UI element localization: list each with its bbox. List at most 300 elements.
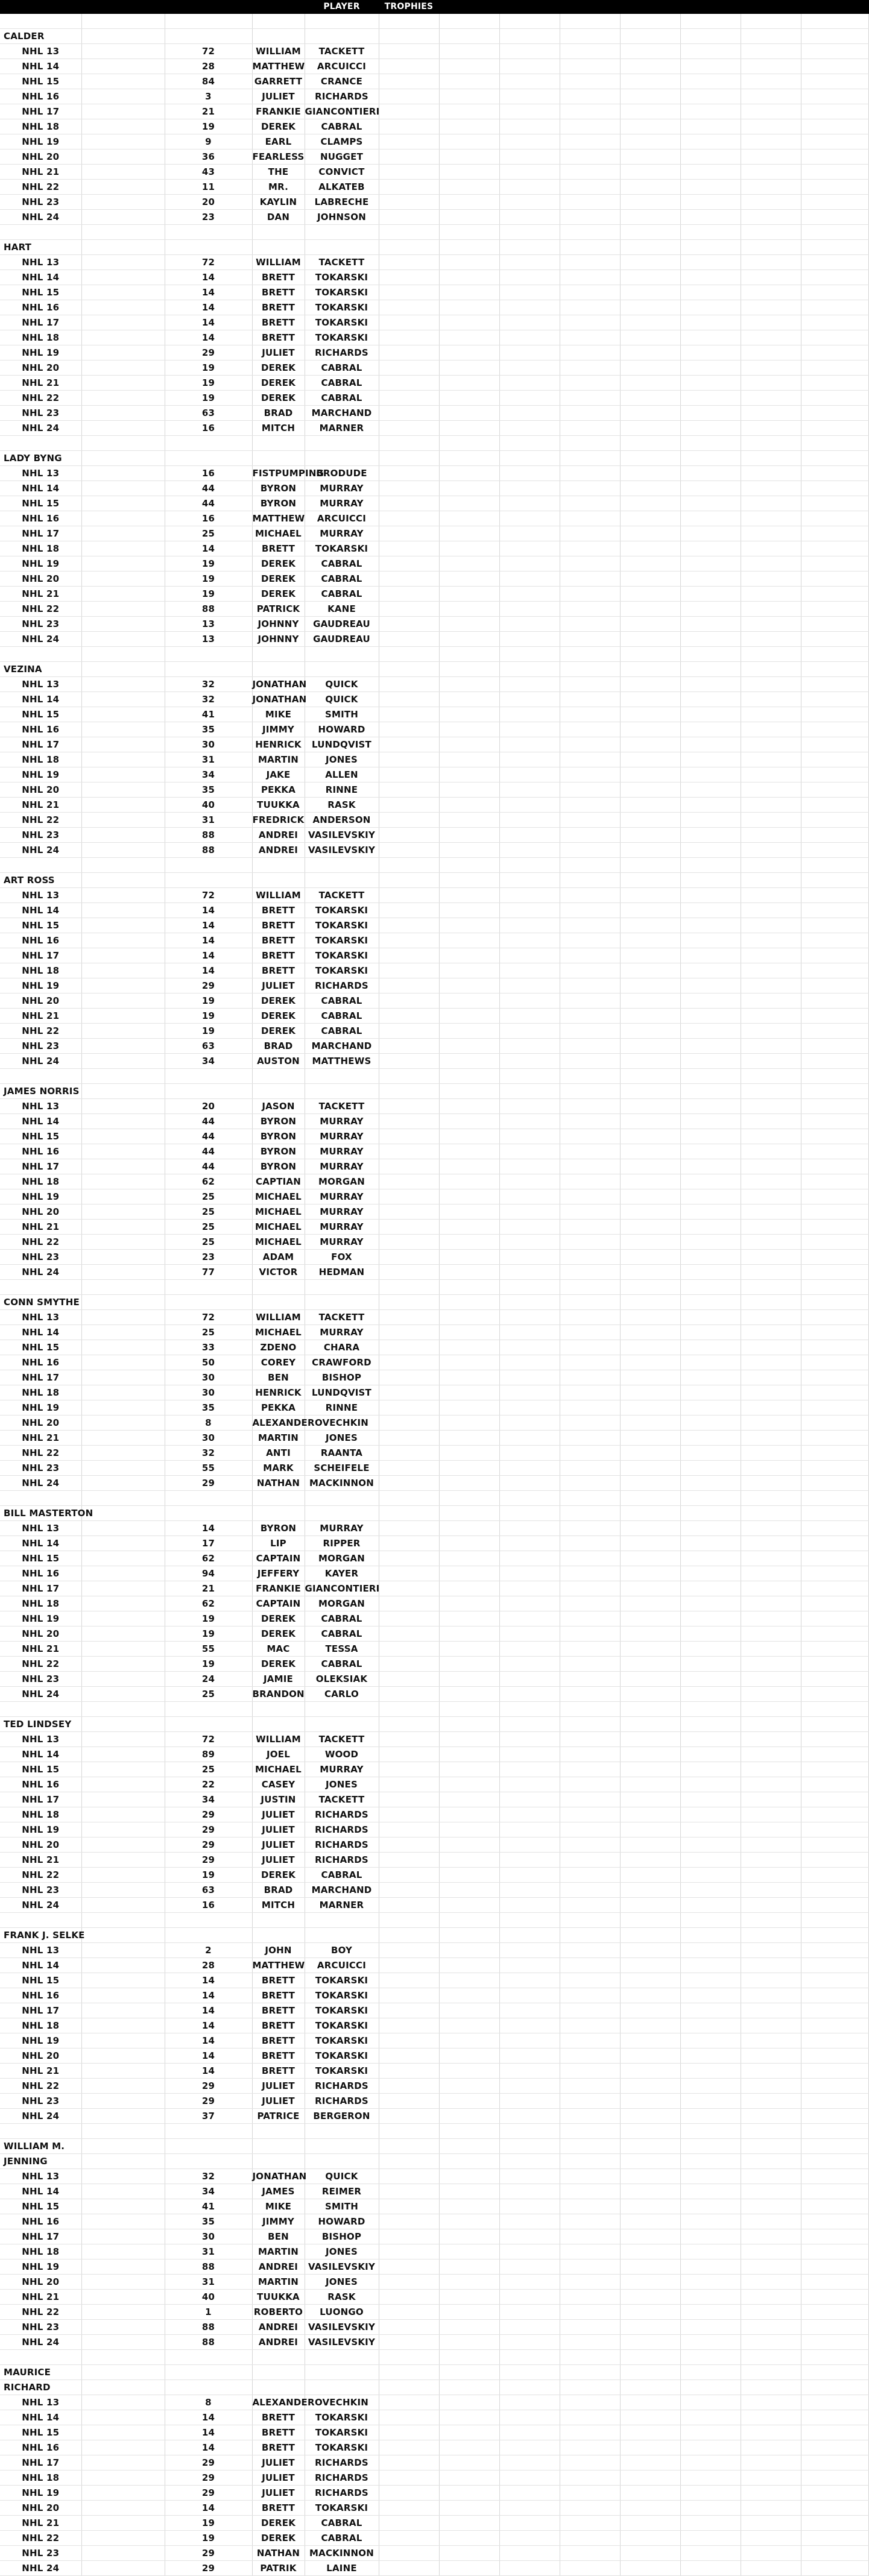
game-version-cell[interactable]: NHL 16: [0, 89, 81, 104]
jersey-number-cell[interactable]: 31: [165, 752, 252, 767]
game-version-cell[interactable]: NHL 15: [0, 285, 81, 300]
grid-cell[interactable]: [439, 1807, 499, 1822]
grid-cell[interactable]: [439, 2124, 499, 2139]
grid-cell[interactable]: [165, 436, 252, 451]
grid-cell[interactable]: [560, 1325, 620, 1340]
jersey-number-cell[interactable]: 31: [165, 813, 252, 828]
grid-cell[interactable]: [439, 2455, 499, 2471]
grid-cell[interactable]: [741, 1642, 801, 1657]
grid-cell[interactable]: [620, 1672, 680, 1687]
grid-cell[interactable]: [620, 285, 680, 300]
first-name-cell[interactable]: MICHAEL: [252, 1325, 305, 1340]
grid-cell[interactable]: [741, 1747, 801, 1762]
grid-cell[interactable]: [620, 1205, 680, 1220]
grid-cell[interactable]: [620, 1792, 680, 1807]
grid-cell[interactable]: [741, 1461, 801, 1476]
grid-cell[interactable]: [81, 677, 165, 692]
first-name-cell[interactable]: BYRON: [252, 1521, 305, 1536]
grid-cell[interactable]: [499, 1159, 560, 1174]
grid-cell[interactable]: [81, 1883, 165, 1898]
grid-cell[interactable]: [439, 1400, 499, 1416]
grid-cell[interactable]: [741, 481, 801, 496]
grid-cell[interactable]: [439, 2410, 499, 2425]
grid-cell[interactable]: [499, 2305, 560, 2320]
grid-cell[interactable]: [81, 1988, 165, 2003]
first-name-cell[interactable]: MICHAEL: [252, 1189, 305, 1205]
grid-cell[interactable]: [499, 1054, 560, 1069]
last-name-cell[interactable]: MURRAY: [305, 1220, 379, 1235]
last-name-cell[interactable]: TACKETT: [305, 255, 379, 270]
grid-cell[interactable]: [560, 134, 620, 150]
grid-cell[interactable]: [305, 647, 379, 662]
grid-cell[interactable]: [379, 74, 439, 89]
last-name-cell[interactable]: SMITH: [305, 2199, 379, 2214]
jersey-number-cell[interactable]: 30: [165, 1431, 252, 1446]
grid-cell[interactable]: [439, 572, 499, 587]
grid-cell[interactable]: [801, 783, 868, 798]
grid-cell[interactable]: [680, 1024, 741, 1039]
last-name-cell[interactable]: MARCHAND: [305, 406, 379, 421]
game-version-cell[interactable]: NHL 24: [0, 632, 81, 647]
grid-cell[interactable]: [379, 2335, 439, 2350]
grid-cell[interactable]: [620, 1159, 680, 1174]
grid-cell[interactable]: [439, 1732, 499, 1747]
jersey-number-cell[interactable]: 63: [165, 1883, 252, 1898]
grid-cell[interactable]: [801, 1009, 868, 1024]
grid-cell[interactable]: [741, 2561, 801, 2576]
jersey-number-cell[interactable]: 29: [165, 1838, 252, 1853]
grid-cell[interactable]: [801, 1883, 868, 1898]
first-name-cell[interactable]: DEREK: [252, 556, 305, 572]
grid-cell[interactable]: [741, 587, 801, 602]
game-version-cell[interactable]: NHL 15: [0, 918, 81, 933]
grid-cell[interactable]: [81, 1551, 165, 1566]
grid-cell[interactable]: [305, 2124, 379, 2139]
grid-cell[interactable]: [252, 2365, 305, 2380]
grid-cell[interactable]: [499, 421, 560, 436]
grid-cell[interactable]: [620, 692, 680, 707]
grid-cell[interactable]: [560, 2561, 620, 2576]
grid-cell[interactable]: [680, 843, 741, 858]
grid-cell[interactable]: [680, 1747, 741, 1762]
last-name-cell[interactable]: TOKARSKI: [305, 948, 379, 963]
first-name-cell[interactable]: JAKE: [252, 767, 305, 783]
jersey-number-cell[interactable]: 30: [165, 1370, 252, 1385]
grid-cell[interactable]: [165, 2365, 252, 2380]
jersey-number-cell[interactable]: 19: [165, 1024, 252, 1039]
grid-cell[interactable]: [499, 1958, 560, 1973]
jersey-number-cell[interactable]: 35: [165, 2214, 252, 2229]
first-name-cell[interactable]: BRAD: [252, 1883, 305, 1898]
grid-cell[interactable]: [620, 2410, 680, 2425]
game-version-cell[interactable]: NHL 21: [0, 2064, 81, 2079]
grid-cell[interactable]: [680, 948, 741, 963]
grid-cell[interactable]: [439, 828, 499, 843]
grid-cell[interactable]: [439, 361, 499, 376]
grid-cell[interactable]: [620, 2064, 680, 2079]
last-name-cell[interactable]: JONES: [305, 1777, 379, 1792]
grid-cell[interactable]: [499, 722, 560, 737]
grid-cell[interactable]: [620, 481, 680, 496]
grid-cell[interactable]: [379, 1461, 439, 1476]
grid-cell[interactable]: [680, 1687, 741, 1702]
game-version-cell[interactable]: NHL 19: [0, 978, 81, 994]
grid-cell[interactable]: [560, 2410, 620, 2425]
grid-cell[interactable]: [439, 1958, 499, 1973]
grid-cell[interactable]: [620, 722, 680, 737]
grid-cell[interactable]: [439, 978, 499, 994]
jersey-number-cell[interactable]: 14: [165, 933, 252, 948]
grid-cell[interactable]: [560, 2501, 620, 2516]
grid-cell[interactable]: [81, 602, 165, 617]
grid-cell[interactable]: [439, 2546, 499, 2561]
grid-cell[interactable]: [81, 1491, 165, 1506]
grid-cell[interactable]: [560, 1370, 620, 1385]
grid-cell[interactable]: [439, 2214, 499, 2229]
grid-cell[interactable]: [741, 451, 801, 466]
jersey-number-cell[interactable]: 37: [165, 2109, 252, 2124]
grid-cell[interactable]: [305, 1717, 379, 1732]
grid-cell[interactable]: [439, 195, 499, 210]
grid-cell[interactable]: [560, 2290, 620, 2305]
last-name-cell[interactable]: CABRAL: [305, 2516, 379, 2531]
grid-cell[interactable]: [801, 873, 868, 888]
grid-cell[interactable]: [499, 134, 560, 150]
grid-cell[interactable]: [252, 2380, 305, 2395]
grid-cell[interactable]: [620, 2365, 680, 2380]
grid-cell[interactable]: [620, 541, 680, 556]
last-name-cell[interactable]: TOKARSKI: [305, 1988, 379, 2003]
jersey-number-cell[interactable]: 25: [165, 526, 252, 541]
grid-cell[interactable]: [741, 466, 801, 481]
jersey-number-cell[interactable]: 55: [165, 1642, 252, 1657]
grid-cell[interactable]: [81, 587, 165, 602]
grid-cell[interactable]: [81, 391, 165, 406]
jersey-number-cell[interactable]: 88: [165, 2260, 252, 2275]
grid-cell[interactable]: [741, 2033, 801, 2049]
grid-cell[interactable]: [439, 1521, 499, 1536]
grid-cell[interactable]: [741, 1657, 801, 1672]
jersey-number-cell[interactable]: 29: [165, 1822, 252, 1838]
grid-cell[interactable]: [81, 2094, 165, 2109]
grid-cell[interactable]: [499, 2290, 560, 2305]
grid-cell[interactable]: [741, 59, 801, 74]
first-name-cell[interactable]: BRETT: [252, 963, 305, 978]
grid-cell[interactable]: [680, 1596, 741, 1611]
grid-cell[interactable]: [499, 1822, 560, 1838]
first-name-cell[interactable]: MARTIN: [252, 2275, 305, 2290]
game-version-cell[interactable]: NHL 16: [0, 933, 81, 948]
grid-cell[interactable]: [680, 1265, 741, 1280]
grid-cell[interactable]: [620, 1265, 680, 1280]
grid-cell[interactable]: [81, 1566, 165, 1581]
jersey-number-cell[interactable]: 28: [165, 59, 252, 74]
grid-cell[interactable]: [560, 2124, 620, 2139]
grid-cell[interactable]: [620, 180, 680, 195]
grid-cell[interactable]: [680, 2350, 741, 2365]
grid-cell[interactable]: [499, 994, 560, 1009]
grid-cell[interactable]: [801, 511, 868, 526]
game-version-cell[interactable]: NHL 23: [0, 406, 81, 421]
first-name-cell[interactable]: JULIET: [252, 1822, 305, 1838]
jersey-number-cell[interactable]: 14: [165, 2064, 252, 2079]
grid-cell[interactable]: [81, 2455, 165, 2471]
grid-cell[interactable]: [379, 2365, 439, 2380]
grid-cell[interactable]: [680, 1280, 741, 1295]
grid-cell[interactable]: [620, 2561, 680, 2576]
grid-cell[interactable]: [379, 1747, 439, 1762]
grid-cell[interactable]: [801, 978, 868, 994]
grid-cell[interactable]: [379, 1913, 439, 1928]
grid-cell[interactable]: [560, 1596, 620, 1611]
grid-cell[interactable]: [81, 572, 165, 587]
last-name-cell[interactable]: NUGGET: [305, 150, 379, 165]
first-name-cell[interactable]: DEREK: [252, 1009, 305, 1024]
grid-cell[interactable]: [379, 1220, 439, 1235]
grid-cell[interactable]: [801, 843, 868, 858]
grid-cell[interactable]: [620, 1325, 680, 1340]
grid-cell[interactable]: [801, 59, 868, 74]
grid-cell[interactable]: [801, 632, 868, 647]
grid-cell[interactable]: [499, 2440, 560, 2455]
grid-cell[interactable]: [801, 2169, 868, 2184]
last-name-cell[interactable]: CABRAL: [305, 391, 379, 406]
grid-cell[interactable]: [560, 225, 620, 240]
grid-cell[interactable]: [439, 2184, 499, 2199]
grid-cell[interactable]: [439, 858, 499, 873]
first-name-cell[interactable]: DEREK: [252, 587, 305, 602]
grid-cell[interactable]: [81, 2410, 165, 2425]
grid-cell[interactable]: [680, 2018, 741, 2033]
grid-cell[interactable]: [741, 2275, 801, 2290]
grid-cell[interactable]: [741, 104, 801, 119]
jersey-number-cell[interactable]: 19: [165, 1657, 252, 1672]
jersey-number-cell[interactable]: 25: [165, 1235, 252, 1250]
grid-cell[interactable]: [620, 104, 680, 119]
grid-cell[interactable]: [81, 2260, 165, 2275]
grid-cell[interactable]: [439, 2244, 499, 2260]
grid-cell[interactable]: [741, 1400, 801, 1416]
grid-cell[interactable]: [680, 873, 741, 888]
first-name-cell[interactable]: DEREK: [252, 391, 305, 406]
grid-cell[interactable]: [801, 1099, 868, 1114]
grid-cell[interactable]: [741, 361, 801, 376]
game-version-cell[interactable]: NHL 24: [0, 843, 81, 858]
grid-cell[interactable]: [81, 737, 165, 752]
grid-cell[interactable]: [499, 195, 560, 210]
grid-cell[interactable]: [305, 2380, 379, 2395]
first-name-cell[interactable]: WILLIAM: [252, 44, 305, 59]
grid-cell[interactable]: [379, 2380, 439, 2395]
grid-cell[interactable]: [620, 2335, 680, 2350]
grid-cell[interactable]: [379, 1958, 439, 1973]
grid-cell[interactable]: [680, 150, 741, 165]
first-name-cell[interactable]: FISTPUMPING: [252, 466, 305, 481]
grid-cell[interactable]: [81, 2305, 165, 2320]
game-version-cell[interactable]: NHL 23: [0, 1883, 81, 1898]
last-name-cell[interactable]: MATTHEWS: [305, 1054, 379, 1069]
grid-cell[interactable]: [439, 421, 499, 436]
grid-cell[interactable]: [620, 2531, 680, 2546]
grid-cell[interactable]: [81, 1792, 165, 1807]
grid-cell[interactable]: [81, 1009, 165, 1024]
grid-cell[interactable]: [680, 1536, 741, 1551]
grid-cell[interactable]: [741, 1506, 801, 1521]
grid-cell[interactable]: [81, 692, 165, 707]
grid-cell[interactable]: [379, 632, 439, 647]
last-name-cell[interactable]: MURRAY: [305, 1129, 379, 1144]
grid-cell[interactable]: [439, 1099, 499, 1114]
grid-cell[interactable]: [620, 2033, 680, 2049]
grid-cell[interactable]: [741, 767, 801, 783]
jersey-number-cell[interactable]: 88: [165, 2320, 252, 2335]
grid-cell[interactable]: [379, 1054, 439, 1069]
grid-cell[interactable]: [680, 1220, 741, 1235]
grid-cell[interactable]: [741, 255, 801, 270]
grid-cell[interactable]: [560, 978, 620, 994]
grid-cell[interactable]: [379, 843, 439, 858]
grid-cell[interactable]: [801, 2561, 868, 2576]
grid-cell[interactable]: [439, 1340, 499, 1355]
jersey-number-cell[interactable]: 44: [165, 496, 252, 511]
grid-cell[interactable]: [379, 2049, 439, 2064]
grid-cell[interactable]: [81, 210, 165, 225]
grid-cell[interactable]: [499, 2214, 560, 2229]
first-name-cell[interactable]: MATTHEW: [252, 511, 305, 526]
jersey-number-cell[interactable]: 25: [165, 1189, 252, 1205]
grid-cell[interactable]: [620, 2546, 680, 2561]
grid-cell[interactable]: [560, 798, 620, 813]
grid-cell[interactable]: [560, 451, 620, 466]
grid-cell[interactable]: [560, 2275, 620, 2290]
grid-cell[interactable]: [741, 1958, 801, 1973]
grid-cell[interactable]: [560, 2350, 620, 2365]
jersey-number-cell[interactable]: 20: [165, 1099, 252, 1114]
grid-cell[interactable]: [81, 1898, 165, 1913]
jersey-number-cell[interactable]: 29: [165, 2561, 252, 2576]
first-name-cell[interactable]: ANDREI: [252, 2260, 305, 2275]
game-version-cell[interactable]: NHL 24: [0, 1476, 81, 1491]
grid-cell[interactable]: [379, 1039, 439, 1054]
jersey-number-cell[interactable]: 63: [165, 406, 252, 421]
grid-cell[interactable]: [81, 1129, 165, 1144]
grid-cell[interactable]: [620, 1114, 680, 1129]
last-name-cell[interactable]: MORGAN: [305, 1174, 379, 1189]
first-name-cell[interactable]: MAC: [252, 1642, 305, 1657]
grid-cell[interactable]: [379, 1235, 439, 1250]
grid-cell[interactable]: [379, 2531, 439, 2546]
grid-cell[interactable]: [379, 2425, 439, 2440]
game-version-cell[interactable]: NHL 20: [0, 1838, 81, 1853]
grid-cell[interactable]: [620, 2501, 680, 2516]
grid-cell[interactable]: [0, 14, 81, 29]
grid-cell[interactable]: [680, 1928, 741, 1943]
grid-cell[interactable]: [379, 285, 439, 300]
grid-cell[interactable]: [680, 783, 741, 798]
first-name-cell[interactable]: JULIET: [252, 2079, 305, 2094]
jersey-number-cell[interactable]: 20: [165, 195, 252, 210]
grid-cell[interactable]: [741, 1672, 801, 1687]
first-name-cell[interactable]: DEREK: [252, 1657, 305, 1672]
grid-cell[interactable]: [801, 1174, 868, 1189]
grid-cell[interactable]: [379, 2169, 439, 2184]
grid-cell[interactable]: [379, 119, 439, 134]
grid-cell[interactable]: [620, 1928, 680, 1943]
grid-cell[interactable]: [379, 391, 439, 406]
grid-cell[interactable]: [741, 2380, 801, 2395]
grid-cell[interactable]: [439, 903, 499, 918]
jersey-number-cell[interactable]: 62: [165, 1596, 252, 1611]
grid-cell[interactable]: [560, 270, 620, 285]
grid-cell[interactable]: [801, 1928, 868, 1943]
grid-cell[interactable]: [439, 1159, 499, 1174]
grid-cell[interactable]: [379, 1325, 439, 1340]
last-name-cell[interactable]: RICHARDS: [305, 1838, 379, 1853]
category-title[interactable]: HART: [0, 240, 81, 255]
grid-cell[interactable]: [81, 14, 165, 29]
first-name-cell[interactable]: MICHAEL: [252, 1235, 305, 1250]
grid-cell[interactable]: [620, 1084, 680, 1099]
grid-cell[interactable]: [560, 722, 620, 737]
grid-cell[interactable]: [499, 225, 560, 240]
grid-cell[interactable]: [499, 1913, 560, 1928]
grid-cell[interactable]: [620, 240, 680, 255]
grid-cell[interactable]: [499, 2124, 560, 2139]
grid-cell[interactable]: [439, 587, 499, 602]
grid-cell[interactable]: [379, 195, 439, 210]
jersey-number-cell[interactable]: 29: [165, 2455, 252, 2471]
grid-cell[interactable]: [620, 572, 680, 587]
grid-cell[interactable]: [560, 2094, 620, 2109]
grid-cell[interactable]: [741, 421, 801, 436]
grid-cell[interactable]: [252, 873, 305, 888]
grid-cell[interactable]: [499, 1898, 560, 1913]
grid-cell[interactable]: [81, 1416, 165, 1431]
grid-cell[interactable]: [801, 44, 868, 59]
grid-cell[interactable]: [680, 1159, 741, 1174]
first-name-cell[interactable]: JIMMY: [252, 722, 305, 737]
grid-cell[interactable]: [680, 2244, 741, 2260]
jersey-number-cell[interactable]: 25: [165, 1762, 252, 1777]
jersey-number-cell[interactable]: 16: [165, 1898, 252, 1913]
grid-cell[interactable]: [560, 104, 620, 119]
first-name-cell[interactable]: MR.: [252, 180, 305, 195]
grid-cell[interactable]: [81, 361, 165, 376]
grid-cell[interactable]: [379, 2546, 439, 2561]
jersey-number-cell[interactable]: 8: [165, 1416, 252, 1431]
grid-cell[interactable]: [560, 119, 620, 134]
game-version-cell[interactable]: NHL 19: [0, 1400, 81, 1416]
grid-cell[interactable]: [305, 29, 379, 44]
grid-cell[interactable]: [499, 933, 560, 948]
grid-cell[interactable]: [379, 873, 439, 888]
grid-cell[interactable]: [620, 2440, 680, 2455]
jersey-number-cell[interactable]: 14: [165, 330, 252, 345]
grid-cell[interactable]: [620, 903, 680, 918]
first-name-cell[interactable]: JUSTIN: [252, 1792, 305, 1807]
grid-cell[interactable]: [741, 1943, 801, 1958]
jersey-number-cell[interactable]: 43: [165, 165, 252, 180]
grid-cell[interactable]: [379, 361, 439, 376]
first-name-cell[interactable]: JONATHAN: [252, 2169, 305, 2184]
first-name-cell[interactable]: PEKKA: [252, 1400, 305, 1416]
grid-cell[interactable]: [81, 421, 165, 436]
grid-cell[interactable]: [560, 873, 620, 888]
jersey-number-cell[interactable]: 14: [165, 903, 252, 918]
grid-cell[interactable]: [620, 2124, 680, 2139]
grid-cell[interactable]: [81, 2154, 165, 2169]
last-name-cell[interactable]: MURRAY: [305, 481, 379, 496]
